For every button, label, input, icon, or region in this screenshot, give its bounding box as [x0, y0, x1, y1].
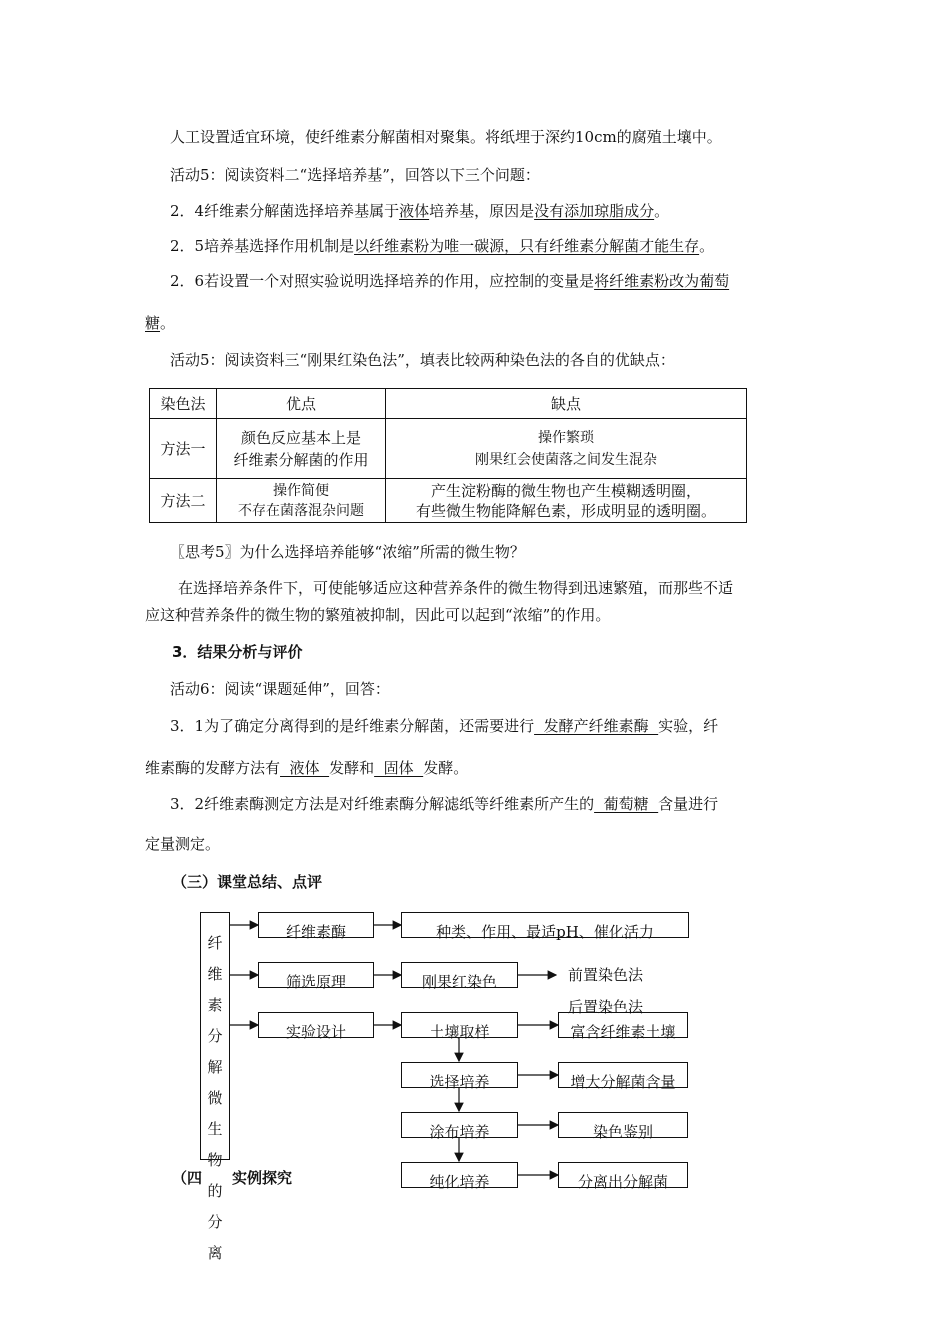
- question-2-4: [170, 201, 669, 221]
- q31-text-4: 发酵和: [329, 759, 375, 777]
- flow-node-stain-identify: 染色鉴别: [558, 1112, 688, 1138]
- flow-node-congo-red: 刚果红染色: [401, 962, 518, 988]
- section-four-heading-right: 实例探究: [232, 1169, 293, 1187]
- title-char: 的: [207, 1182, 223, 1200]
- flow-node-isolate-bacteria: 分离出分解菌: [558, 1162, 688, 1188]
- q32-answer: 葡萄糖: [594, 795, 659, 813]
- title-char: 纤: [207, 934, 223, 952]
- flow-node-cellulase-detail: 种类、作用、最适pH、催化活力: [401, 912, 689, 938]
- pros-1-line-1: 颜色反应基本上是: [240, 428, 361, 447]
- q31-text: 3．1为了确定分离得到的是纤维素分解菌，还需要进行: [170, 717, 535, 735]
- section-summary-heading: （三）课堂总结、点评: [172, 873, 323, 891]
- title-char: 微: [207, 1089, 223, 1107]
- table-header-cons: 缺点: [386, 389, 747, 419]
- flow-title-text: [204, 928, 226, 1269]
- q26-text: 2．6若设置一个对照实验说明选择培养的作用，应控制的变量是: [170, 272, 595, 290]
- question-2-6-cont: [145, 313, 175, 333]
- cons-1-line-1: 操作繁琐: [538, 429, 594, 446]
- question-2-6: [170, 271, 729, 291]
- table-cell-pros-1: [217, 419, 386, 479]
- pros-1-line-2: 纤维素分解菌的作用: [233, 450, 369, 469]
- table-cell-cons-2: [386, 479, 747, 523]
- table-cell-pros-2: [217, 479, 386, 523]
- q31-answer-1: 发酵产纤维素酶: [534, 717, 659, 735]
- question-3-1-cont: [145, 758, 468, 778]
- question-3-1: [170, 716, 718, 736]
- q24-text-2: 培养基，原因是: [429, 202, 535, 220]
- think-5-answer-line-2: 应这种营养条件的微生物的繁殖被抑制，因此可以起到“浓缩”的作用。: [145, 606, 611, 624]
- think-5-answer-line-1: 在选择培养条件下，可使能够适应这种营养条件的微生物得到迅速繁殖，而那些不适: [178, 579, 734, 597]
- q31-end: 发酵。: [423, 759, 469, 777]
- q24-answer-1: 液体: [399, 202, 430, 220]
- table-header-method: 染色法: [150, 389, 217, 419]
- table-cell-method-2: 方法二: [150, 479, 217, 523]
- flow-node-cellulose-soil: 富含纤维素土壤: [558, 1012, 688, 1038]
- activity-5-intro: 活动5：阅读资料二“选择培养基”，回答以下三个问题：: [170, 166, 540, 184]
- activity-6-intro: 活动6：阅读“课题延伸”，回答：: [170, 680, 390, 698]
- cons-2-line-1: 产生淀粉酶的微生物也产生模糊透明圈，: [430, 481, 701, 500]
- flow-node-screening: 筛选原理: [258, 962, 374, 988]
- title-char: 维: [207, 965, 223, 983]
- cons-2-line-2: 有些微生物能降解色素，形成明显的透明圈。: [415, 501, 716, 520]
- title-char: 分: [207, 1027, 223, 1045]
- staining-comparison-table: [149, 388, 747, 523]
- q25-text: 2．5培养基选择作用机制是: [170, 237, 355, 255]
- table-header-pros: 优点: [217, 389, 386, 419]
- title-char: 生: [207, 1120, 223, 1138]
- cons-1-line-2: 刚果红会使菌落之间发生混杂: [475, 451, 657, 468]
- title-char: 物: [207, 1151, 223, 1169]
- flow-node-experiment-design: 实验设计: [258, 1012, 374, 1038]
- question-3-2: [170, 794, 718, 814]
- flow-label-pre-staining: 前置染色法: [568, 966, 644, 984]
- flow-node-cellulase: 纤维素酶: [258, 912, 374, 938]
- think-5-question: 〖思考5〗为什么选择培养能够“浓缩”所需的微生物？: [170, 543, 525, 561]
- flow-node-selective-culture: 选择培养: [401, 1062, 518, 1088]
- question-3-2-cont: 定量测定。: [145, 835, 221, 853]
- q26-answer: 将纤维素粉改为葡萄: [594, 272, 730, 290]
- title-char: 素: [207, 996, 223, 1014]
- flow-node-spread-culture: 涂布培养: [401, 1112, 518, 1138]
- q26-answer-cont: 糖: [145, 314, 161, 332]
- title-char: 解: [207, 1058, 223, 1076]
- q25-answer: 以纤维素粉为唯一碳源，只有纤维素分解菌才能生存: [354, 237, 700, 255]
- activity-5-table-intro: 活动5：阅读资料三“刚果红染色法”，填表比较两种染色法的各自的优缺点：: [170, 351, 675, 369]
- section-3-heading: 3．结果分析与评价: [172, 643, 303, 661]
- q31-text-2: 实验，纤: [658, 717, 719, 735]
- table-cell-method-1: 方法一: [150, 419, 217, 479]
- pros-2-line-1: 操作简便: [273, 482, 329, 499]
- q24-text: 2．4纤维素分解菌选择培养基属于: [170, 202, 400, 220]
- q32-text: 3．2纤维素酶测定方法是对纤维素酶分解滤纸等纤维素所产生的: [170, 795, 595, 813]
- section-four-heading-left: （四: [172, 1169, 203, 1187]
- flow-node-purify-culture: 纯化培养: [401, 1162, 518, 1188]
- q31-answer-2: 液体: [280, 759, 330, 777]
- pros-2-line-2: 不存在菌落混杂问题: [238, 502, 364, 519]
- title-char: 分: [207, 1213, 223, 1231]
- flow-node-soil-sampling: 土壤取样: [401, 1012, 518, 1038]
- q25-end: 。: [699, 237, 715, 255]
- q26-end: 。: [160, 314, 176, 332]
- table-cell-cons-1: [386, 419, 747, 479]
- q32-text-2: 含量进行: [658, 795, 719, 813]
- question-2-5: [170, 236, 714, 256]
- title-char: 离: [207, 1244, 223, 1262]
- table-row: [150, 479, 747, 523]
- flow-label-post-staining: 后置染色法: [568, 998, 644, 1016]
- q24-answer-2: 没有添加琼脂成分: [534, 202, 655, 220]
- flow-node-increase-content: 增大分解菌含量: [558, 1062, 688, 1088]
- paragraph-aggregation: 人工设置适宜环境，使纤维素分解菌相对聚集。将纸埋于深约10cm的腐殖土壤中。: [170, 128, 722, 146]
- q24-end: 。: [654, 202, 670, 220]
- q31-text-3: 维素酶的发酵方法有: [145, 759, 281, 777]
- q31-answer-3: 固体: [374, 759, 424, 777]
- table-row: [150, 419, 747, 479]
